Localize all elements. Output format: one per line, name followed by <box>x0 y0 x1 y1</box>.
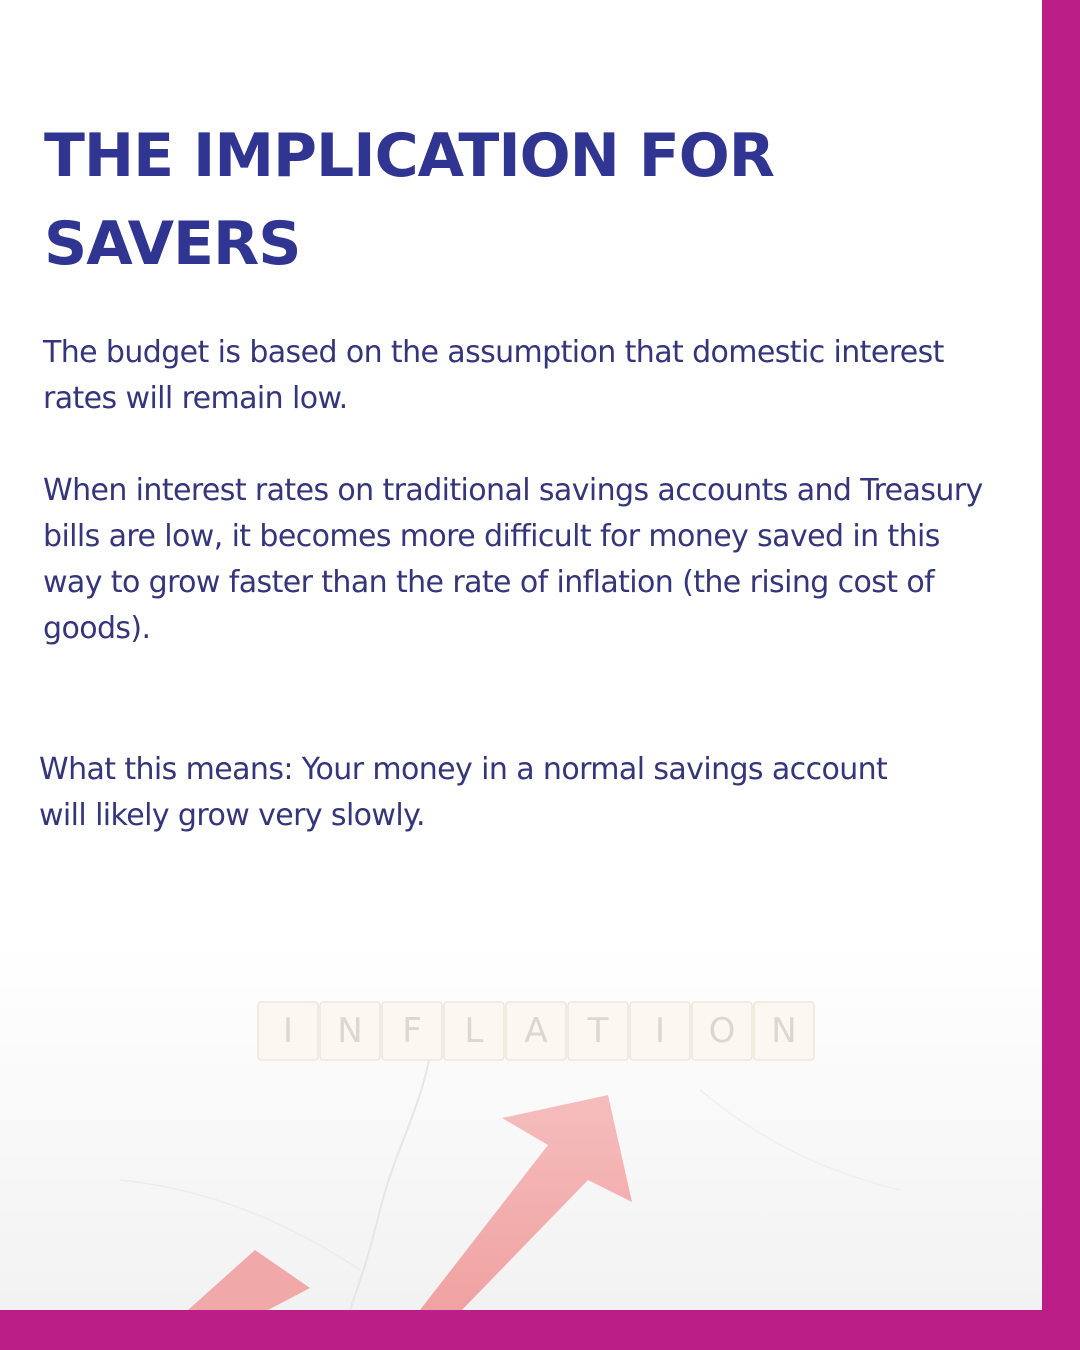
tile-2 <box>320 1002 380 1060</box>
tile-letter: N <box>771 1011 797 1051</box>
tile-letter: T <box>587 1011 609 1051</box>
bottom-accent-bar <box>0 1310 1080 1350</box>
inflation-photo <box>0 940 1042 1310</box>
paragraph-savings-difficulty: When interest rates on traditional savings accounts and Treasury bills are low, it becomes more difficult for money saved in this way to grow faster than the rate of inflation (the rising cost of goods). <box>43 473 983 646</box>
paragraph-budget-assumption: The budget is based on the assumption that domestic interest rates will remain low. <box>43 335 944 416</box>
right-accent-bar <box>1042 0 1080 1350</box>
tile-3 <box>382 1002 442 1060</box>
tile-letter: N <box>337 1011 363 1051</box>
tile-8 <box>692 1002 752 1060</box>
inflation-tiles <box>258 1002 814 1060</box>
tile-letter: O <box>708 1011 736 1051</box>
tile-letter: L <box>464 1011 484 1051</box>
tile-letter: F <box>402 1011 422 1051</box>
tile-letter: A <box>524 1011 548 1051</box>
tile-4 <box>444 1002 504 1060</box>
paragraph-what-this-means: What this means: Your money in a normal savings account will likely grow very slowly. <box>39 752 888 833</box>
tile-letter: I <box>654 1011 666 1051</box>
tile-9 <box>754 1002 814 1060</box>
tile-5 <box>506 1002 566 1060</box>
tile-7 <box>630 1002 690 1060</box>
tile-1 <box>258 1002 318 1060</box>
page-title: THE IMPLICATION FOR SAVERS <box>44 121 774 279</box>
tile-6 <box>568 1002 628 1060</box>
tile-letter: I <box>282 1011 294 1051</box>
